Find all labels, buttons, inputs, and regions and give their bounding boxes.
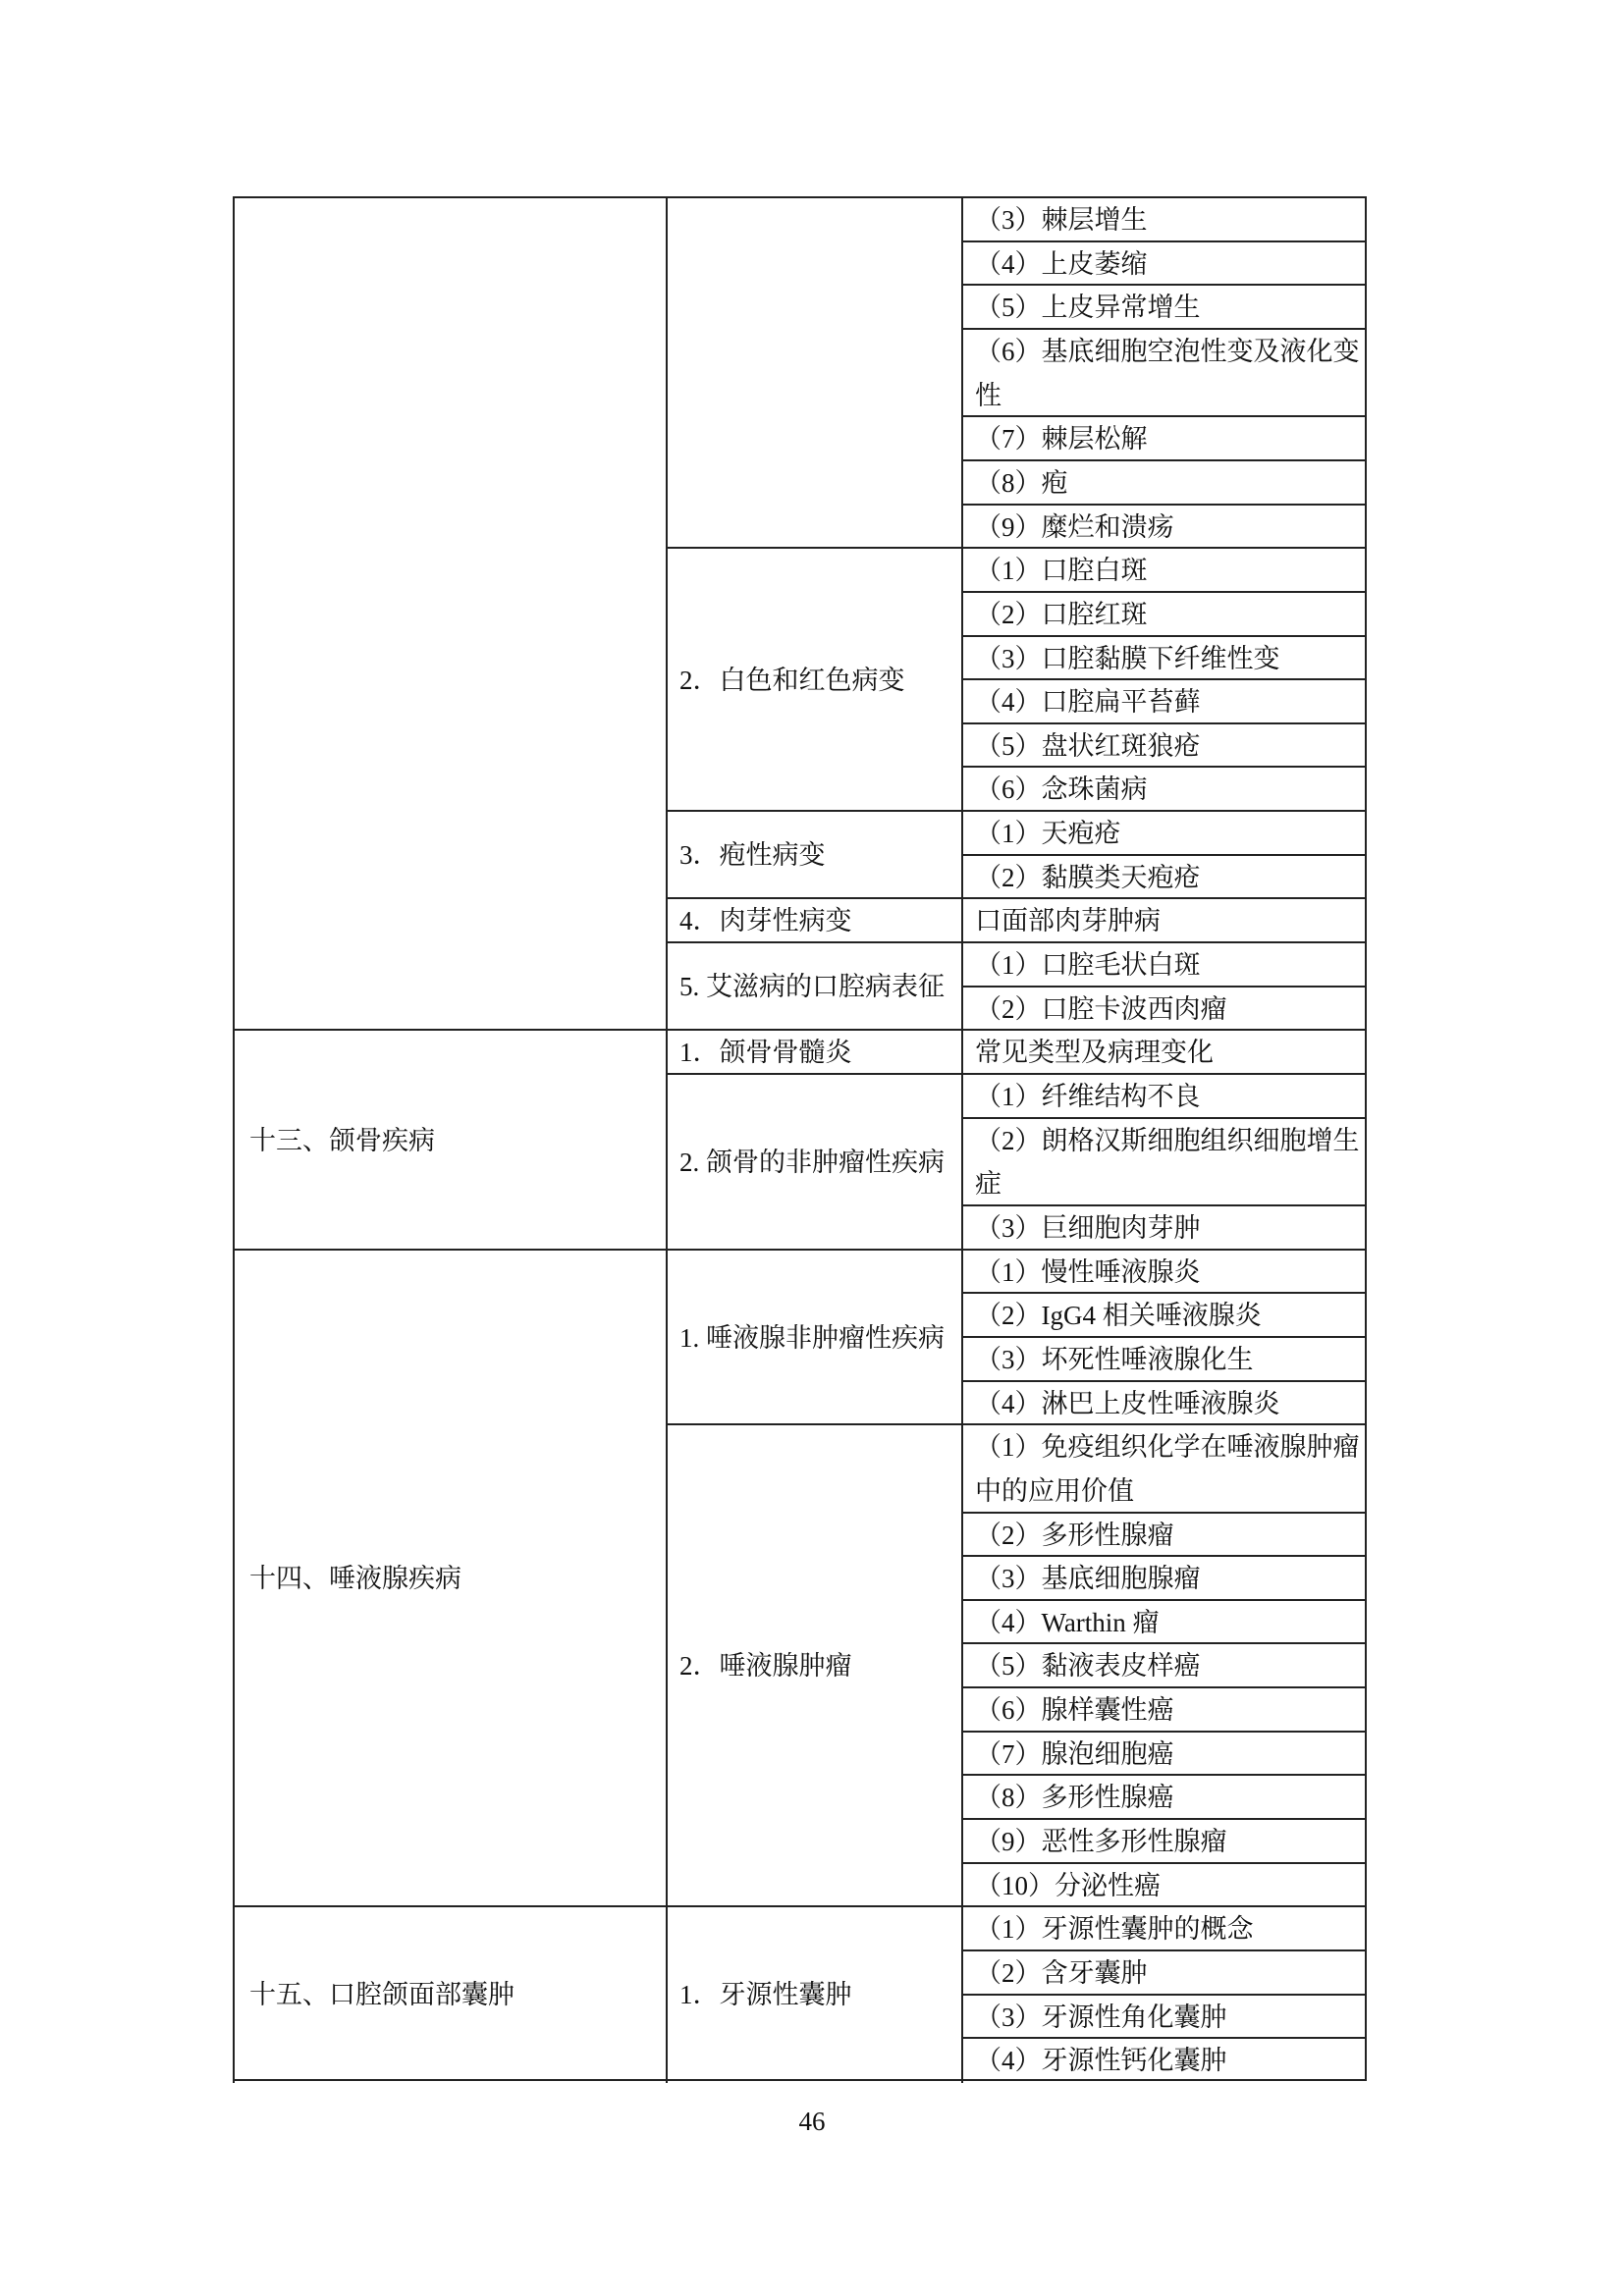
subtopic-cell: （10）分泌性癌 [961, 1862, 1367, 1908]
section-label: 十三、颌骨疾病 [249, 1125, 435, 1155]
section-label: 十五、口腔颌面部囊肿 [249, 1980, 514, 2010]
subtopic-cell: （6）腺样囊性癌 [961, 1686, 1367, 1733]
subtopic-cell: （8）疱 [961, 459, 1367, 506]
topic-label: 2．唾液腺肿瘤 [679, 1651, 852, 1682]
section-cell [233, 196, 668, 1031]
page-number: 46 [798, 2107, 826, 2136]
topic-cell [666, 897, 964, 943]
topic-cell [666, 1073, 964, 1251]
topic-label: 5. 艾滋病的口腔病表征 [679, 972, 945, 1002]
topic-cell [666, 1905, 964, 2083]
subtopic-cell: （2）口腔红斑 [961, 591, 1367, 637]
subtopic-cell: （1）口腔毛状白斑 [961, 941, 1367, 988]
subtopic-cell: （7）腺泡细胞癌 [961, 1731, 1367, 1777]
subtopic-cell: （9）恶性多形性腺瘤 [961, 1818, 1367, 1864]
topic-label: 2．白色和红色病变 [679, 665, 905, 695]
section-cell [233, 1905, 668, 2083]
topic-cell [666, 547, 964, 812]
topic-cell [666, 1423, 964, 1907]
subtopic-cell: 口面部肉芽肿病 [961, 897, 1367, 943]
subtopic-cell: （5）黏液表皮样癌 [961, 1642, 1367, 1688]
section-label: 十四、唾液腺疾病 [249, 1564, 461, 1594]
subtopic-cell: （7）棘层松解 [961, 415, 1367, 461]
subtopic-cell: （4）上皮萎缩 [961, 240, 1367, 287]
subtopic-cell: （2）朗格汉斯细胞组织细胞增生症 [961, 1117, 1367, 1206]
subtopic-cell: 常见类型及病理变化 [961, 1029, 1367, 1075]
subtopic-cell: （3）牙源性角化囊肿 [961, 1994, 1367, 2040]
subtopic-cell: （1）天疱疮 [961, 810, 1367, 856]
subtopic-cell: （3）基底细胞腺瘤 [961, 1555, 1367, 1601]
subtopic-cell: （2）多形性腺瘤 [961, 1512, 1367, 1558]
topic-label: 1．牙源性囊肿 [679, 1980, 852, 2010]
topic-cell [666, 810, 964, 899]
section-cell [233, 1249, 668, 1908]
topic-cell [666, 1249, 964, 1426]
topic-label: 1. 唾液腺非肿瘤性疾病 [679, 1322, 945, 1353]
subtopic-cell: （8）多形性腺癌 [961, 1774, 1367, 1820]
subtopic-cell: （5）盘状红斑狼疮 [961, 722, 1367, 769]
subtopic-cell: （4）牙源性钙化囊肿 [961, 2037, 1367, 2083]
section-cell [233, 1029, 668, 1250]
subtopic-cell: （2）含牙囊肿 [961, 1949, 1367, 1996]
topic-label: 3．疱性病变 [679, 840, 826, 871]
syllabus-table [233, 196, 1367, 2081]
subtopic-cell: （1）纤维结构不良 [961, 1073, 1367, 1119]
subtopic-cell: （9）糜烂和溃疡 [961, 504, 1367, 550]
subtopic-cell: （2）口腔卡波西肉瘤 [961, 986, 1367, 1032]
subtopic-cell: （1）牙源性囊肿的概念 [961, 1905, 1367, 1951]
subtopic-cell: （1）免疫组织化学在唾液腺肿瘤中的应用价值 [961, 1423, 1367, 1513]
subtopic-cell: （3）坏死性唾液腺化生 [961, 1336, 1367, 1382]
subtopic-cell: （2）黏膜类天疱疮 [961, 854, 1367, 900]
subtopic-cell: （6）基底细胞空泡性变及液化变性 [961, 328, 1367, 417]
subtopic-cell: （5）上皮异常增生 [961, 284, 1367, 330]
subtopic-cell: （6）念珠菌病 [961, 766, 1367, 812]
topic-label: 2. 颌骨的非肿瘤性疾病 [679, 1147, 945, 1177]
topic-label: 1．颌骨骨髓炎 [679, 1038, 852, 1068]
subtopic-cell: （4）Warthin 瘤 [961, 1599, 1367, 1645]
subtopic-cell: （3）巨细胞肉芽肿 [961, 1204, 1367, 1251]
topic-cell [666, 1029, 964, 1075]
subtopic-cell: （3）口腔黏膜下纤维性变 [961, 635, 1367, 681]
topic-cell [666, 196, 964, 549]
subtopic-cell: （1）口腔白斑 [961, 547, 1367, 593]
subtopic-cell: （1）慢性唾液腺炎 [961, 1249, 1367, 1295]
topic-label: 4．肉芽性病变 [679, 906, 852, 936]
subtopic-cell: （4）口腔扁平苔藓 [961, 678, 1367, 724]
subtopic-cell: （2）IgG4 相关唾液腺炎 [961, 1292, 1367, 1338]
subtopic-cell: （4）淋巴上皮性唾液腺炎 [961, 1380, 1367, 1426]
subtopic-cell: （3）棘层增生 [961, 196, 1367, 242]
topic-cell [666, 941, 964, 1031]
